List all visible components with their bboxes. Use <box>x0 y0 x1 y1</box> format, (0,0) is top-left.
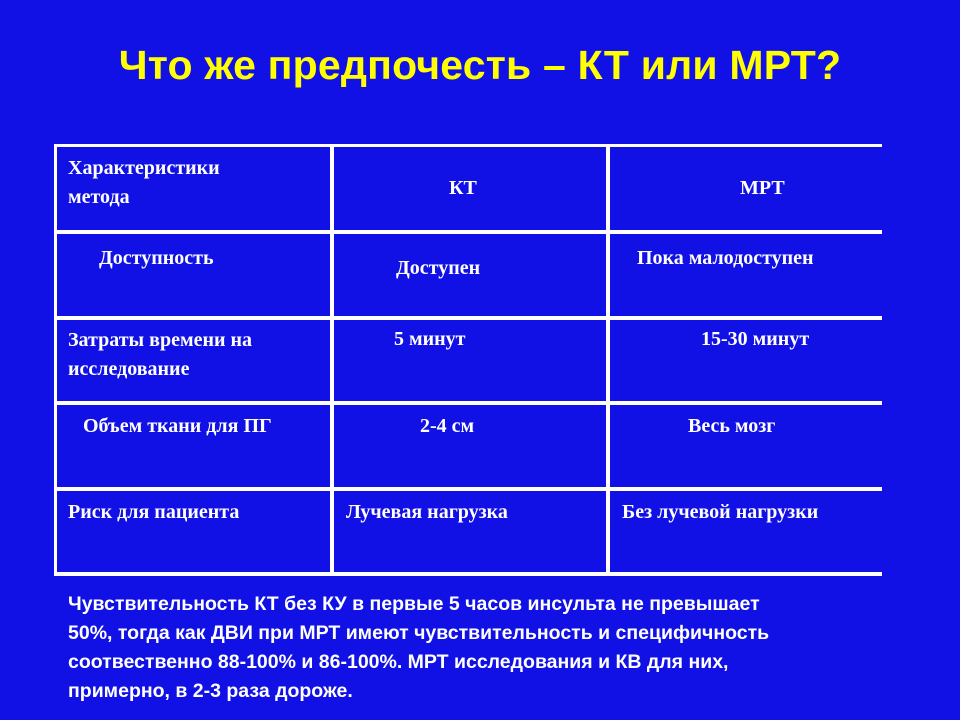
header-characteristic-line-2: метода <box>68 186 130 208</box>
footnote-line-4: примерно, в 2-3 раза дороже. <box>68 680 353 702</box>
row-3-characteristic <box>57 405 330 487</box>
row-4-kt <box>334 491 606 572</box>
row-2-characteristic <box>57 320 330 401</box>
row-3-characteristic-line-1: Объем ткани для ПГ <box>83 415 272 437</box>
header-kt-label: КТ <box>449 177 477 199</box>
row-3-mrt-value: Весь мозг <box>688 415 776 437</box>
row-1-kt-value: Доступен <box>396 257 481 279</box>
header-characteristic-line-1: Характеристики <box>68 157 220 179</box>
row-2-mrt-value: 15-30 минут <box>701 328 810 350</box>
row-1-kt <box>334 234 606 316</box>
row-4-mrt <box>610 491 884 572</box>
row-3-mrt <box>610 405 884 487</box>
row-4-mrt-value: Без лучевой нагрузки <box>622 501 819 523</box>
row-4-characteristic-line-1: Риск для пациента <box>68 501 240 523</box>
footnote-line-1: Чувствительность КТ без КУ в первые 5 часов инсульта не превышает <box>68 593 760 615</box>
row-2-kt <box>334 320 606 401</box>
header-cell-mrt <box>610 147 884 230</box>
comparison-table <box>54 144 882 576</box>
row-2-mrt <box>610 320 884 401</box>
row-4-kt-value: Лучевая нагрузка <box>346 501 508 523</box>
row-2-characteristic-line-1: Затраты времени на <box>68 329 253 351</box>
footnote-line-2: 50%, тогда как ДВИ при МРТ имеют чувствительность и специфичность <box>68 622 770 644</box>
row-1-characteristic-line-1: Доступность <box>99 247 214 269</box>
header-cell-kt <box>334 147 606 230</box>
row-1-mrt-value: Пока малодоступен <box>637 247 814 269</box>
row-1-characteristic <box>57 234 330 316</box>
header-mrt-label: МРТ <box>740 177 785 199</box>
footnote-line-3: соотвественно 88-100% и 86-100%. МРТ исследования и КВ для них, <box>68 651 729 673</box>
row-3-kt <box>334 405 606 487</box>
slide-title: Что же предпочесть – КТ или МРТ? <box>118 42 842 88</box>
row-4-characteristic <box>57 491 330 572</box>
header-cell-characteristic <box>57 147 330 230</box>
row-3-kt-value: 2-4 см <box>420 415 475 437</box>
row-1-mrt <box>610 234 884 316</box>
row-2-kt-value: 5 минут <box>394 328 466 350</box>
footnote-text <box>68 590 908 706</box>
row-2-characteristic-line-2: исследование <box>68 358 190 380</box>
